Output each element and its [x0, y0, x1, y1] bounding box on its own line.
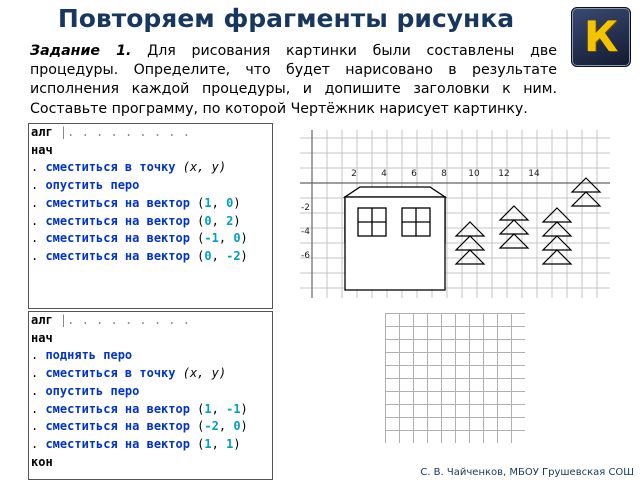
empty-drawing-grid	[385, 313, 525, 443]
x-tick-label: 14	[528, 169, 540, 179]
procedure-2-code	[28, 311, 273, 480]
tree-triangle	[456, 222, 484, 236]
house-drawing	[345, 187, 445, 290]
tree-triangle	[572, 178, 600, 192]
proc2-line-5: . сместиться на вектор (-2, 0)	[31, 419, 248, 434]
proc1-line-2: . опустить перо	[31, 178, 140, 193]
task-label: Задание 1.	[30, 43, 132, 59]
task-body: Для рисования картинки были составлены две процедуры. Определите, что будет нарисовано в результате исполнения каждой процедуры, и допишите заголовки к ним. Составьте программу, по которой Чертёжник нарисует картинку.	[30, 43, 557, 117]
y-tick-label: -6	[301, 251, 310, 261]
page-title: Повторяем фрагменты рисунка	[57, 4, 515, 33]
proc1-line-6: . сместиться на вектор (0, -2)	[31, 248, 248, 263]
x-tick-label: 8	[441, 169, 447, 179]
logo-letter: К	[583, 12, 619, 61]
proc1-line-5: . сместиться на вектор (-1, 0)	[31, 231, 248, 246]
proc2-end: кон	[31, 454, 53, 469]
proc2-line-6: . сместиться на вектор (1, 1)	[31, 436, 241, 451]
task-text	[30, 42, 557, 119]
proc2-begin: нач	[31, 330, 53, 345]
house-roof	[345, 187, 445, 197]
y-tick-labels	[301, 203, 310, 261]
empty-grid-lines	[385, 313, 525, 443]
tree-triangle	[572, 192, 600, 206]
target-picture-grid	[300, 130, 610, 298]
procedure-1-code	[28, 123, 273, 309]
trees-drawing	[456, 178, 600, 264]
proc1-line-1: . сместиться в точку (x, y)	[31, 160, 227, 175]
logo	[571, 7, 631, 67]
proc2-line-1: . поднять перо	[31, 348, 133, 363]
x-tick-label: 4	[381, 169, 387, 179]
proc2-header: алг |. . . . . . . . .	[31, 313, 190, 327]
x-tick-labels	[351, 169, 540, 179]
proc1-begin: нач	[31, 142, 53, 157]
proc1-line-4: . сместиться на вектор (0, 2)	[31, 213, 241, 228]
proc2-line-4: . сместиться на вектор (1, -1)	[31, 401, 248, 416]
x-tick-label: 6	[411, 169, 417, 179]
proc2-line-3: . опустить перо	[31, 383, 140, 398]
y-tick-label: -2	[301, 203, 310, 213]
proc2-line-2: . сместиться в точку (x, y)	[31, 366, 227, 381]
y-tick-label: -4	[301, 227, 310, 237]
tree-triangle	[500, 234, 528, 248]
author-credit: С. В. Чайченков, МБОУ Грушевская СОШ	[420, 467, 634, 478]
proc1-header: алг |. . . . . . . . .	[31, 125, 190, 139]
x-tick-label: 2	[351, 169, 357, 179]
tree-triangle	[500, 220, 528, 234]
proc1-line-3: . сместиться на вектор (1, 0)	[31, 195, 241, 210]
x-tick-label: 12	[498, 169, 510, 179]
x-tick-label: 10	[468, 169, 480, 179]
tree-triangle	[456, 250, 484, 264]
